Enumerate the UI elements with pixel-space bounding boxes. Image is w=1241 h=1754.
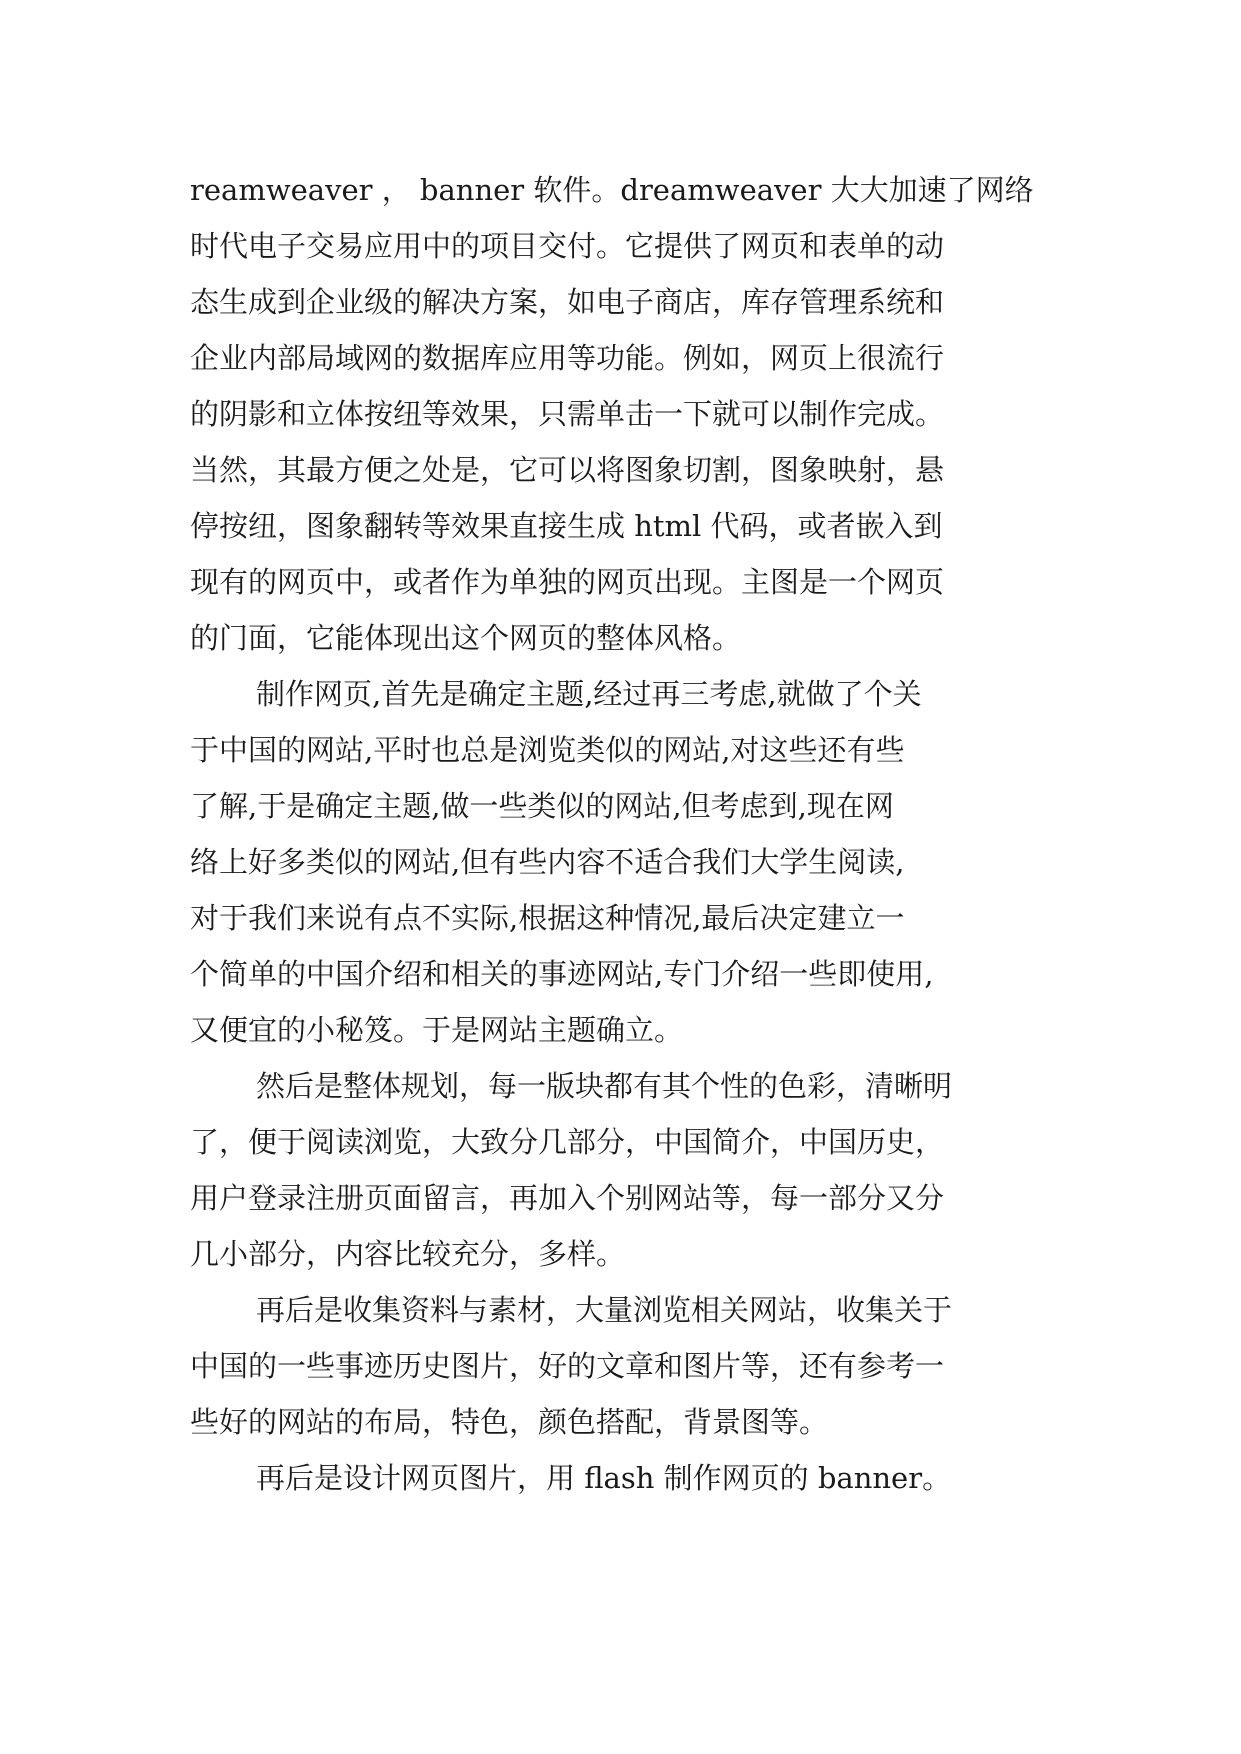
text-line: 再后是设计网页图片，用 flash 制作网页的 banner。 [256, 1461, 952, 1495]
text-line: 时代电子交易应用中的项目交付。它提供了网页和表单的动 [190, 229, 945, 263]
paragraph [190, 162, 1060, 666]
text-line: 些好的网站的布局，特色，颜色搭配，背景图等。 [190, 1405, 829, 1439]
text-line: 中国的一些事迹历史图片，好的文章和图片等，还有参考一 [190, 1349, 945, 1383]
text-line: 当然，其最方便之处是，它可以将图象切割，图象映射，悬 [190, 453, 945, 487]
paragraph [190, 1450, 1060, 1506]
text-line: 停按纽，图象翻转等效果直接生成 html 代码，或者嵌入到 [190, 509, 943, 543]
text-line: 对于我们来说有点不实际,根据这种情况,最后决定建立一 [190, 901, 905, 935]
paragraph [190, 666, 1060, 1058]
text-line: 于中国的网站,平时也总是浏览类似的网站,对这些还有些 [190, 733, 905, 767]
text-line: 络上好多类似的网站,但有些内容不适合我们大学生阅读, [190, 845, 905, 879]
text-line: 态生成到企业级的解决方案，如电子商店，库存管理系统和 [190, 285, 945, 319]
text-line: 几小部分，内容比较充分，多样。 [190, 1237, 626, 1271]
text-line: 的阴影和立体按纽等效果，只需单击一下就可以制作完成。 [190, 397, 945, 431]
text-line: 了解,于是确定主题,做一些类似的网站,但考虑到,现在网 [190, 789, 894, 823]
text-line: 个简单的中国介绍和相关的事迹网站,专门介绍一些即使用, [190, 957, 934, 991]
text-line: 用户登录注册页面留言，再加入个别网站等，每一部分又分 [190, 1181, 945, 1215]
text-line: 制作网页,首先是确定主题,经过再三考虑,就做了个关 [256, 677, 922, 711]
paragraph [190, 1282, 1060, 1450]
text-line: reamweaver ， banner 软件。dreamweaver 大大加速了网络 [190, 173, 1034, 207]
text-line: 企业内部局域网的数据库应用等功能。例如，网页上很流行 [190, 341, 945, 375]
text-line: 的门面，它能体现出这个网页的整体风格。 [190, 621, 742, 655]
document-body [190, 162, 1060, 1506]
text-line: 了，便于阅读浏览，大致分几部分，中国简介，中国历史， [190, 1125, 945, 1159]
text-line: 又便宜的小秘笈。于是网站主题确立。 [190, 1013, 684, 1047]
text-line: 然后是整体规划，每一版块都有其个性的色彩，清晰明 [256, 1069, 953, 1103]
paragraph [190, 1058, 1060, 1282]
text-line: 现有的网页中，或者作为单独的网页出现。主图是一个网页 [190, 565, 945, 599]
text-line: 再后是收集资料与素材，大量浏览相关网站，收集关于 [256, 1293, 953, 1327]
